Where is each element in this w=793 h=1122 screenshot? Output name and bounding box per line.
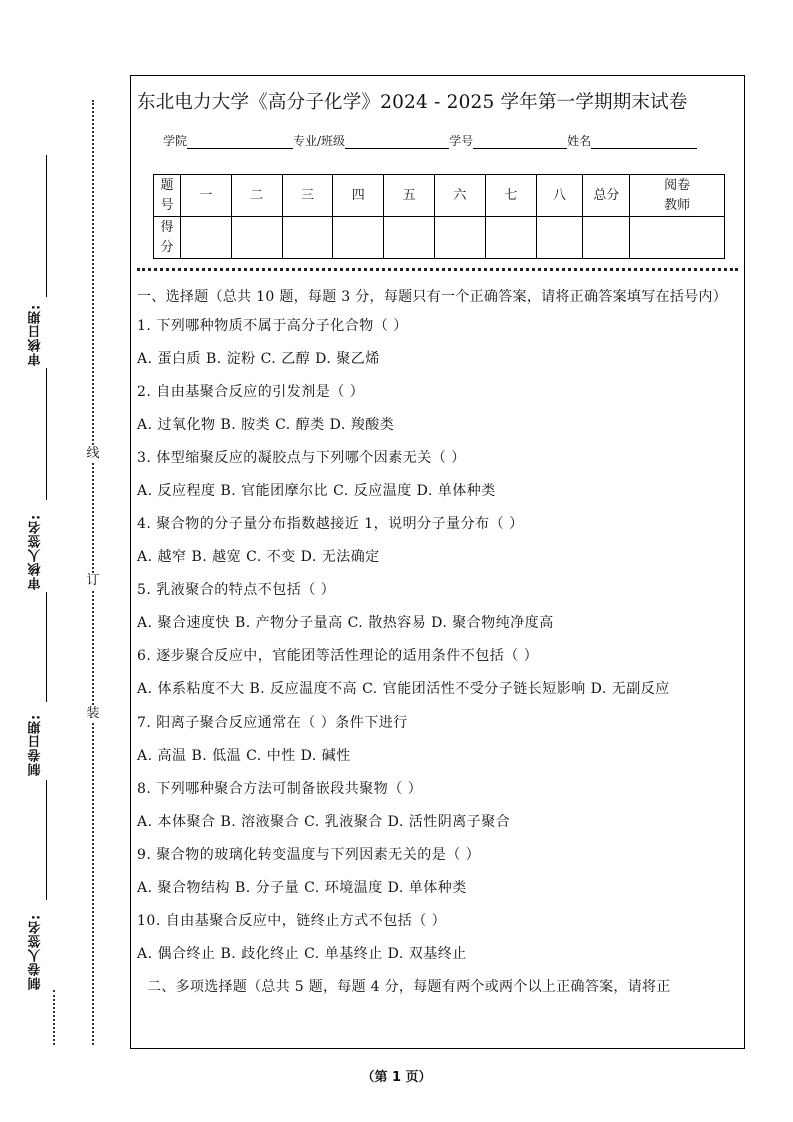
question-list xyxy=(137,309,741,970)
major-class-label: 专业/班级 xyxy=(293,134,346,148)
major-class-field[interactable] xyxy=(345,134,449,149)
binding-char-xian: 线 xyxy=(84,446,102,462)
col-5: 五 xyxy=(384,175,435,217)
exam-content xyxy=(137,286,741,999)
paper-date-blank xyxy=(46,592,47,702)
review-date-blank xyxy=(46,155,47,297)
grader-cell[interactable] xyxy=(630,217,725,259)
col-2: 二 xyxy=(231,175,282,217)
section-separator xyxy=(137,268,738,271)
col-8: 八 xyxy=(536,175,583,217)
question-number-header: 题号 xyxy=(154,175,181,217)
section-2-heading: 二、多项选择题（总共 5 题，每题 4 分，每题有两个或两个以上正确答案，请将正 xyxy=(147,979,671,995)
total-score-cell[interactable] xyxy=(583,217,630,259)
question-options: A. 过氧化物 B. 胺类 C. 醇类 D. 羧酸类 xyxy=(137,416,395,433)
question-text: 5. 乳液聚合的特点不包括（ ） xyxy=(137,581,336,598)
paper-maker-signature-blank xyxy=(46,780,47,900)
question-options: A. 体系粘度不大 B. 反应温度不高 C. 官能团活性不受分子链长短影响 D. 无副反应 xyxy=(137,681,670,697)
section-1-heading: 一、选择题（总共 10 题，每题 3 分，每题只有一个正确答案，请将正确答案填写在括号内） xyxy=(137,289,728,305)
binding-char-zhuang: 装 xyxy=(84,706,102,722)
reviewer-signature-label: 审核人签名: xyxy=(28,513,44,590)
exam-title: 东北电力大学《高分子化学》2024 - 2025 学年第一学期期末试卷 xyxy=(137,92,688,113)
name-field[interactable] xyxy=(591,134,697,149)
question-options: A. 高温 B. 低温 C. 中性 D. 碱性 xyxy=(137,747,351,764)
college-label: 学院 xyxy=(163,134,188,148)
question-options: A. 反应程度 B. 官能团摩尔比 C. 反应温度 D. 单体种类 xyxy=(137,482,496,499)
score-table xyxy=(153,174,725,259)
exam-frame xyxy=(130,75,745,1049)
question-text: 8. 下列哪种聚合方法可制备嵌段共聚物（ ） xyxy=(137,780,423,797)
col-4: 四 xyxy=(333,175,384,217)
paper-maker-signature-label: 制卷人签名: xyxy=(28,913,44,990)
question-options: A. 越窄 B. 越宽 C. 不变 D. 无法确定 xyxy=(137,548,380,565)
question-options: A. 本体聚合 B. 溶液聚合 C. 乳液聚合 D. 活性阴离子聚合 xyxy=(137,813,511,830)
score-cell[interactable] xyxy=(536,217,583,259)
student-id-label: 学号 xyxy=(449,134,474,148)
paper-date-label: 制卷日期: xyxy=(28,713,44,776)
score-cell[interactable] xyxy=(180,217,231,259)
question-text: 6. 逐步聚合反应中，官能团等活性理论的适用条件不包括（ ） xyxy=(137,647,539,664)
score-cell[interactable] xyxy=(485,217,536,259)
question-options: A. 聚合速度快 B. 产物分子量高 C. 散热容易 D. 聚合物纯净度高 xyxy=(137,614,554,631)
student-info-row xyxy=(163,132,697,149)
score-table-header-row xyxy=(154,175,725,217)
score-cell[interactable] xyxy=(384,217,435,259)
col-6: 六 xyxy=(435,175,486,217)
question-text: 2. 自由基聚合反应的引发剂是（ ） xyxy=(137,383,365,400)
col-7: 七 xyxy=(485,175,536,217)
margin-dotted-line xyxy=(53,990,55,1045)
score-cell[interactable] xyxy=(282,217,333,259)
score-table-score-row xyxy=(154,217,725,259)
question-text: 10. 自由基聚合反应中，链终止方式不包括（ ） xyxy=(137,912,447,929)
score-cell[interactable] xyxy=(435,217,486,259)
question-text: 7. 阳离子聚合反应通常在（ ）条件下进行 xyxy=(137,714,408,731)
student-id-field[interactable] xyxy=(473,134,567,149)
question-text: 3. 体型缩聚反应的凝胶点与下列哪个因素无关（ ） xyxy=(137,449,466,466)
question-text: 1. 下列哪种物质不属于高分子化合物（ ） xyxy=(137,317,408,334)
college-field[interactable] xyxy=(187,134,293,149)
score-row-label: 得分 xyxy=(154,217,181,259)
review-date-label: 审核日期: xyxy=(28,303,44,366)
score-cell[interactable] xyxy=(231,217,282,259)
question-text: 4. 聚合物的分子量分布指数越接近 1，说明分子量分布（ ） xyxy=(137,515,524,532)
col-1: 一 xyxy=(180,175,231,217)
score-cell[interactable] xyxy=(333,217,384,259)
col-total: 总分 xyxy=(583,175,630,217)
reviewer-signature-blank xyxy=(46,368,47,500)
grader-header: 阅卷教师 xyxy=(630,175,725,217)
question-options: A. 偶合终止 B. 歧化终止 C. 单基终止 D. 双基终止 xyxy=(137,945,467,962)
question-options: A. 蛋白质 B. 淀粉 C. 乙醇 D. 聚乙烯 xyxy=(137,350,380,367)
page-number: （第 1 页） xyxy=(361,1070,432,1085)
binding-char-ding: 订 xyxy=(84,573,102,589)
name-label: 姓名 xyxy=(567,134,592,148)
question-text: 9. 聚合物的玻璃化转变温度与下列因素无关的是（ ） xyxy=(137,846,481,863)
col-3: 三 xyxy=(282,175,333,217)
question-options: A. 聚合物结构 B. 分子量 C. 环境温度 D. 单体种类 xyxy=(137,879,467,896)
